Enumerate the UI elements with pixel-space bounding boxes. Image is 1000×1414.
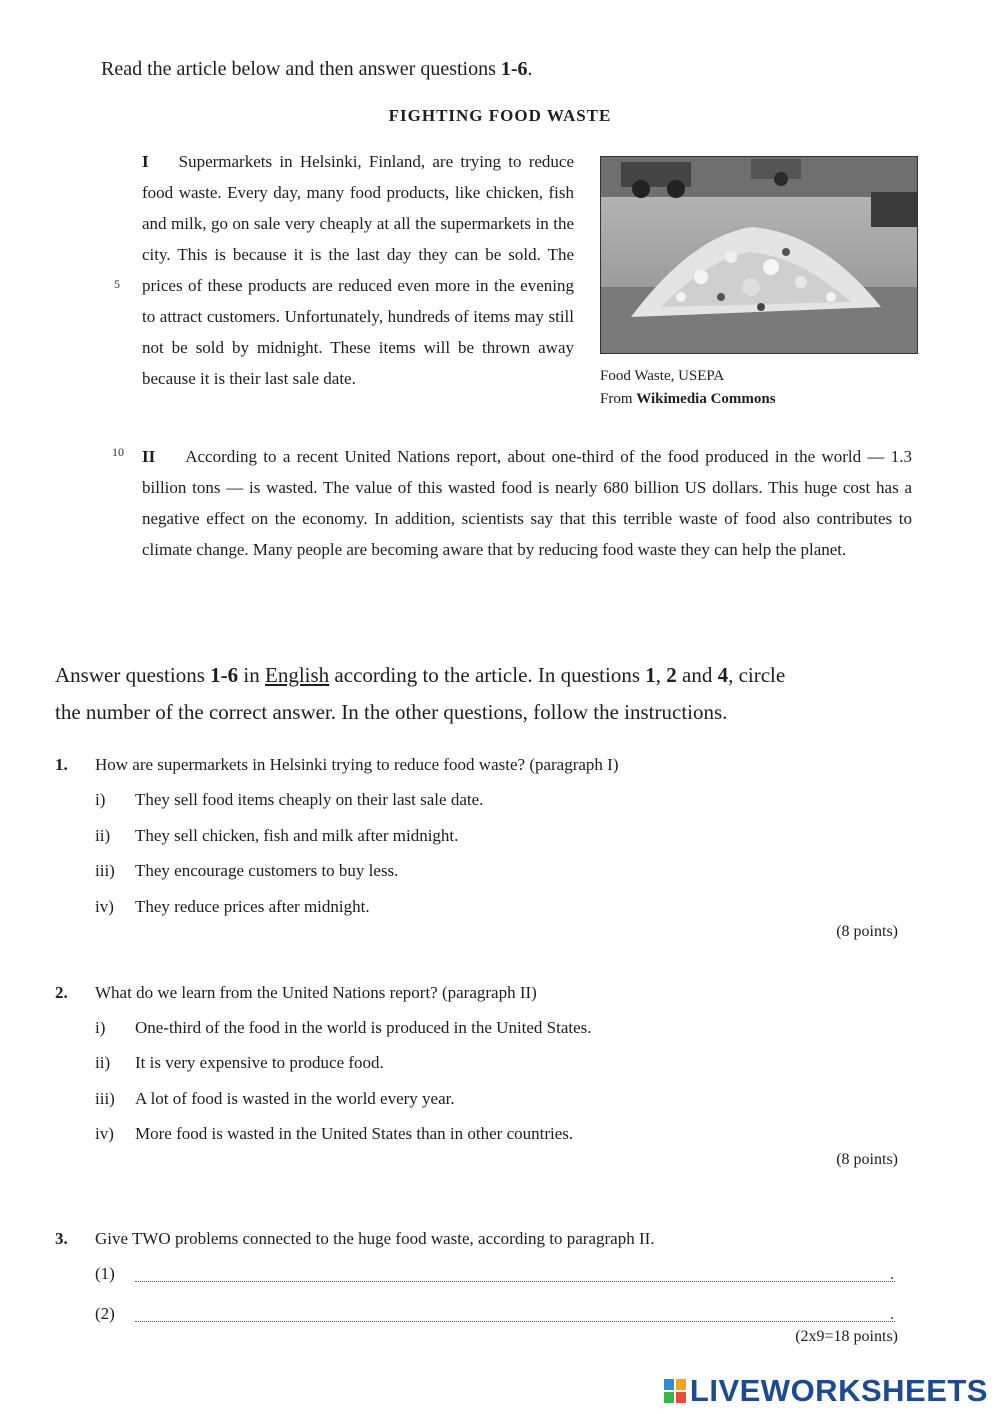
paragraph-1 [142,146,574,394]
q1-option-iii[interactable]: iii) They encourage customers to buy less. [95,861,399,880]
line-number-10: 10 [112,445,124,459]
paragraph-2-number: II [142,447,156,466]
paragraph-1-text: Supermarkets in Helsinki, Finland, are trying to reduce food waste. Every day, many food products, like chicken, fish and milk, go on sale very cheaply at all the supermarkets in the city. This is because it is the last day they can be sold. The prices of these products are reduced even more in the evening to attract customers. Unfortunately, hundreds of items may still not be sold by midnight. These items will be thrown away because it is their last sale date. [142,152,574,388]
q3-answer-2-end: . [890,1306,894,1323]
caption-line-1: Food Waste, USEPA [600,368,725,384]
food-waste-image [601,157,917,353]
paragraph-2-text: According to a recent United Nations report, about one-third of the food produced in the world — 1.3 billion tons — is wasted. The value of this wasted food is nearly 680 billion US dollars. This huge cost has a negative effect on the economy. In addition, scientists say that this terrible waste of food also contributes to climate change. Many people are becoming aware that by reducing food waste they can help the planet. [142,447,912,559]
food-waste-photo [600,156,918,354]
q2-option-ii[interactable]: ii) It is very expensive to produce food. [95,1053,384,1072]
q1-option-ii[interactable]: ii) They sell chicken, fish and milk after midnight. [95,826,459,845]
paragraph-1-number: I [142,152,149,171]
question-2: 2. What do we learn from the United Nations report? (paragraph II) [55,983,537,1002]
intro-text: Read the article below and then answer questions 1-6. [101,58,533,80]
liveworksheets-brand: LIVEWORKSHEETS [689,1373,988,1408]
line-number-5: 5 [114,277,120,291]
instructions [55,657,955,731]
instructions-line-2: the number of the correct answer. In the other questions, follow the instructions. [55,700,728,724]
q3-answer-1-line[interactable] [135,1281,895,1282]
q2-option-iv[interactable]: iv) More food is wasted in the United States than in other countries. [95,1124,574,1143]
q3-answer-2-line[interactable] [135,1321,895,1322]
question-3: 3. Give TWO problems connected to the huge food waste, according to paragraph II. [55,1229,655,1248]
q1-points: (8 points) [836,923,898,940]
q1-option-iv[interactable]: iv) They reduce prices after midnight. [95,897,370,916]
question-1: 1. How are supermarkets in Helsinki trying to reduce food waste? (paragraph I) [55,755,619,774]
liveworksheets-logo [664,1373,988,1411]
q3-points: (2x9=18 points) [795,1328,898,1345]
paragraph-2 [142,441,912,565]
article-title: FIGHTING FOOD WASTE [388,106,612,125]
q2-option-iii[interactable]: iii) A lot of food is wasted in the world every year. [95,1089,455,1108]
caption-line-2: From Wikimedia Commons [600,391,776,407]
image-caption [600,365,776,411]
instructions-line-1: Answer questions 1-6 in English according to the article. In questions 1, 2 and 4, circle [55,663,786,687]
q2-option-i[interactable]: i) One-third of the food in the world is produced in the United States. [95,1018,592,1037]
q3-answer-2-label: (2) [95,1304,115,1323]
q3-answer-1-label: (1) [95,1264,115,1283]
q2-points: (8 points) [836,1151,898,1168]
q3-answer-1-end: . [890,1266,894,1283]
q1-option-i[interactable]: i) They sell food items cheaply on their last sale date. [95,790,484,809]
liveworksheets-icon [664,1375,686,1411]
